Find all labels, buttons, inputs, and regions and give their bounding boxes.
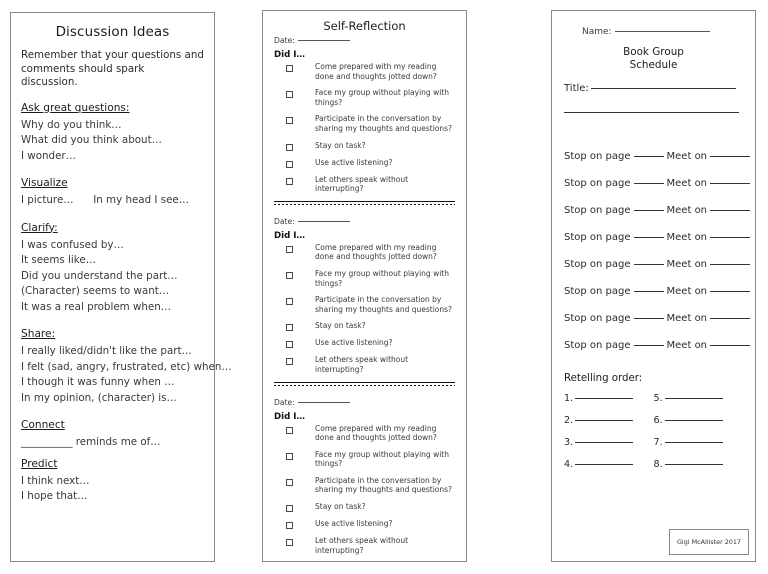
date-write-line[interactable] bbox=[298, 220, 350, 222]
self-reflection-sections bbox=[272, 36, 457, 555]
retelling-order-number: 3. bbox=[564, 437, 574, 448]
checklist-item[interactable] bbox=[272, 502, 457, 512]
checklist-item[interactable] bbox=[272, 476, 457, 495]
checklist-item[interactable] bbox=[272, 450, 457, 469]
checklist-item-label: Use active listening? bbox=[315, 519, 393, 529]
sentence-stem: I though it was funny when … bbox=[21, 376, 175, 388]
sentence-stem: It was a real problem when… bbox=[21, 300, 172, 313]
checkbox-icon[interactable] bbox=[286, 178, 293, 185]
checkbox-icon[interactable] bbox=[286, 539, 293, 546]
did-i-label: Did I… bbox=[274, 230, 306, 241]
checklist-item-label: Let others speak without interrupting? bbox=[315, 536, 409, 555]
schedule-row[interactable] bbox=[564, 232, 743, 243]
section-divider bbox=[274, 201, 455, 206]
name-field-row[interactable] bbox=[582, 27, 743, 37]
retelling-order-write-line[interactable] bbox=[665, 441, 723, 443]
date-write-line[interactable] bbox=[298, 39, 350, 41]
section-heading: Share: bbox=[21, 328, 56, 340]
stop-on-page-write-line[interactable] bbox=[634, 344, 664, 346]
checklist-item-label: Stay on task? bbox=[315, 140, 366, 150]
retelling-order-number: 8. bbox=[653, 459, 663, 470]
date-label: Date: bbox=[274, 36, 295, 45]
checklist-item-label: Stay on task? bbox=[315, 502, 366, 512]
meet-on-write-line[interactable] bbox=[710, 290, 750, 292]
discussion-section-clarify bbox=[21, 222, 204, 316]
checklist-item-label: Stay on task? bbox=[315, 321, 366, 331]
checklist-item[interactable] bbox=[272, 243, 457, 262]
discussion-ideas-title: Discussion Ideas bbox=[55, 24, 170, 40]
name-label: Name: bbox=[582, 27, 612, 37]
checklist-item[interactable] bbox=[272, 141, 457, 151]
checkbox-icon[interactable] bbox=[286, 161, 293, 168]
self-reflection-entry bbox=[272, 217, 457, 387]
schedule-row[interactable] bbox=[564, 178, 743, 189]
checklist-item[interactable] bbox=[272, 355, 457, 374]
sentence-stem: I picture… In my head I see… bbox=[21, 194, 190, 206]
checklist-item[interactable] bbox=[272, 321, 457, 331]
section-heading: Predict bbox=[21, 457, 58, 470]
checkbox-icon[interactable] bbox=[286, 453, 293, 460]
retelling-order-item[interactable] bbox=[564, 393, 654, 404]
retelling-order-item[interactable] bbox=[654, 415, 744, 426]
stop-on-page-label: Stop on page bbox=[564, 340, 631, 351]
retelling-order-write-line[interactable] bbox=[665, 397, 723, 399]
checkbox-icon[interactable] bbox=[286, 479, 293, 486]
schedule-row[interactable] bbox=[564, 259, 743, 270]
schedule-row[interactable] bbox=[564, 205, 743, 216]
checklist-item-label: Participate in the conversation by sharing my thoughts and questions? bbox=[315, 295, 453, 314]
sentence-stem: It seems like… bbox=[21, 254, 96, 266]
date-write-line[interactable] bbox=[298, 401, 350, 403]
checklist-item[interactable] bbox=[272, 295, 457, 314]
retelling-order-item[interactable] bbox=[654, 437, 744, 448]
section-heading: Visualize bbox=[21, 177, 68, 189]
meet-on-write-line[interactable] bbox=[710, 209, 750, 211]
checklist-item[interactable] bbox=[272, 338, 457, 348]
checklist-item-label: Participate in the conversation by sharing my thoughts and questions? bbox=[315, 114, 453, 133]
discussion-section-predict bbox=[21, 458, 204, 505]
date-label: Date: bbox=[274, 397, 295, 407]
retelling-order-item[interactable] bbox=[654, 459, 744, 470]
stop-on-page-write-line[interactable] bbox=[634, 263, 664, 265]
checklist-item-label: Face my group without playing with things? bbox=[315, 268, 449, 288]
retelling-order-write-line[interactable] bbox=[575, 463, 633, 465]
retelling-order-write-line[interactable] bbox=[575, 419, 633, 421]
checklist-item[interactable] bbox=[272, 62, 457, 81]
sentence-stem: I think next… bbox=[21, 474, 90, 487]
checklist-item-label: Face my group without playing with things? bbox=[315, 449, 449, 469]
checklist-item[interactable] bbox=[272, 158, 457, 168]
discussion-section-share bbox=[21, 328, 232, 406]
discussion-ideas-panel bbox=[10, 12, 232, 562]
checkbox-icon[interactable] bbox=[286, 505, 293, 512]
checkbox-icon[interactable] bbox=[286, 298, 293, 305]
checkbox-icon[interactable] bbox=[286, 358, 293, 365]
discussion-section-ask-great-questions bbox=[21, 102, 204, 165]
stop-on-page-label: Stop on page bbox=[564, 286, 631, 297]
stop-on-page-label: Stop on page bbox=[564, 205, 631, 216]
retelling-order-write-line[interactable] bbox=[665, 463, 723, 465]
retelling-order-grid bbox=[564, 393, 743, 470]
self-reflection-entry bbox=[272, 398, 457, 556]
retelling-order-write-line[interactable] bbox=[575, 441, 633, 443]
did-i-label: Did I… bbox=[274, 411, 306, 422]
checklist-item-label: Use active listening? bbox=[315, 338, 393, 348]
meet-on-write-line[interactable] bbox=[710, 155, 750, 157]
meet-on-label: Meet on bbox=[666, 151, 708, 162]
date-label: Date: bbox=[274, 216, 295, 226]
schedule-row[interactable] bbox=[564, 313, 743, 324]
meet-on-label: Meet on bbox=[666, 286, 708, 297]
schedule-row[interactable] bbox=[564, 340, 743, 351]
credit-badge: Gigi McAllister 2017 bbox=[669, 529, 749, 555]
retelling-order-number: 2. bbox=[564, 415, 574, 426]
stop-on-page-label: Stop on page bbox=[564, 151, 631, 162]
retelling-order-number: 1. bbox=[564, 393, 574, 404]
book-title-write-line[interactable] bbox=[591, 87, 736, 89]
checklist-item[interactable] bbox=[272, 536, 457, 555]
stop-on-page-label: Stop on page bbox=[564, 259, 631, 270]
checkbox-icon[interactable] bbox=[286, 272, 293, 279]
retelling-order-number: 4. bbox=[564, 459, 574, 470]
schedule-row[interactable] bbox=[564, 151, 743, 162]
checklist-item[interactable] bbox=[272, 114, 457, 133]
checklist-item-label: Let others speak without interrupting? bbox=[315, 174, 409, 194]
meet-on-write-line[interactable] bbox=[710, 344, 750, 346]
book-title-field-row[interactable] bbox=[564, 83, 743, 94]
sentence-stem: I really liked/didn't like the part… bbox=[21, 345, 192, 357]
schedule-row[interactable] bbox=[564, 286, 743, 297]
sentence-stem: I felt (sad, angry, frustrated, etc) when… bbox=[21, 360, 232, 373]
checkbox-icon[interactable] bbox=[286, 246, 293, 253]
discussion-ideas-intro: Remember that your questions and comments should spark discussion. bbox=[21, 49, 204, 88]
sentence-stem: (Character) seems to want… bbox=[21, 285, 170, 297]
retelling-order-heading: Retelling order: bbox=[564, 373, 643, 384]
title-line-1: Book Group bbox=[623, 46, 684, 58]
stop-on-page-label: Stop on page bbox=[564, 313, 631, 324]
self-reflection-title: Self-Reflection bbox=[323, 19, 406, 33]
stop-on-page-write-line[interactable] bbox=[634, 182, 664, 184]
retelling-order-item[interactable] bbox=[654, 393, 744, 404]
self-reflection-panel bbox=[262, 10, 467, 562]
section-heading: Ask great questions: bbox=[21, 101, 130, 114]
checklist-item-label: Come prepared with my reading done and thoughts jotted down? bbox=[315, 242, 437, 262]
retelling-order-number: 7. bbox=[653, 437, 663, 448]
sentence-stem: Why do you think… bbox=[21, 118, 122, 131]
meet-on-label: Meet on bbox=[666, 178, 708, 189]
stop-on-page-write-line[interactable] bbox=[634, 290, 664, 292]
meet-on-label: Meet on bbox=[666, 232, 708, 243]
self-reflection-entry bbox=[272, 36, 457, 206]
retelling-order-item[interactable] bbox=[564, 459, 654, 470]
stop-on-page-write-line[interactable] bbox=[634, 155, 664, 157]
checklist-item-label: Participate in the conversation by sharing my thoughts and questions? bbox=[315, 475, 453, 495]
date-field-row[interactable] bbox=[274, 36, 457, 45]
stop-on-page-write-line[interactable] bbox=[634, 209, 664, 211]
checkbox-icon[interactable] bbox=[286, 65, 293, 72]
checklist-item-label: Come prepared with my reading done and thoughts jotted down? bbox=[315, 423, 437, 443]
meet-on-label: Meet on bbox=[666, 205, 708, 216]
checkbox-icon[interactable] bbox=[286, 117, 293, 124]
checkbox-icon[interactable] bbox=[286, 144, 293, 151]
name-write-line[interactable] bbox=[615, 30, 710, 32]
retelling-order-write-line[interactable] bbox=[575, 397, 633, 399]
schedule-rows bbox=[564, 151, 743, 351]
did-i-label: Did I… bbox=[274, 50, 306, 60]
checkbox-icon[interactable] bbox=[286, 522, 293, 529]
date-field-row[interactable] bbox=[274, 398, 457, 407]
meet-on-label: Meet on bbox=[666, 313, 708, 324]
book-group-schedule-panel bbox=[551, 10, 756, 562]
meet-on-write-line[interactable] bbox=[710, 263, 750, 265]
title-line-2: Schedule bbox=[629, 58, 678, 71]
checklist-item[interactable] bbox=[272, 88, 457, 107]
checklist-item[interactable] bbox=[272, 269, 457, 288]
stop-on-page-write-line[interactable] bbox=[634, 236, 664, 238]
retelling-order-number: 5. bbox=[653, 393, 663, 404]
retelling-order-item[interactable] bbox=[564, 437, 654, 448]
checkbox-icon[interactable] bbox=[286, 324, 293, 331]
retelling-order-item[interactable] bbox=[564, 415, 654, 426]
book-title-label: Title: bbox=[564, 83, 589, 94]
retelling-order-write-line[interactable] bbox=[665, 419, 723, 421]
meet-on-label: Meet on bbox=[666, 259, 708, 270]
date-field-row[interactable] bbox=[274, 217, 457, 226]
checklist-item[interactable] bbox=[272, 519, 457, 529]
meet-on-write-line[interactable] bbox=[710, 317, 750, 319]
section-divider bbox=[274, 382, 455, 387]
stop-on-page-label: Stop on page bbox=[564, 232, 631, 243]
checklist-item-label: Come prepared with my reading done and thoughts jotted down? bbox=[315, 62, 437, 81]
book-group-schedule-title bbox=[564, 46, 743, 71]
sentence-stem: I wonder… bbox=[21, 149, 76, 162]
checklist-item[interactable] bbox=[272, 424, 457, 443]
meet-on-label: Meet on bbox=[666, 340, 708, 351]
book-title-write-line-2[interactable] bbox=[564, 111, 739, 113]
discussion-section-connect bbox=[21, 419, 204, 451]
checklist-item-label: Let others speak without interrupting? bbox=[315, 355, 409, 374]
sentence-stem: Did you understand the part… bbox=[21, 269, 178, 282]
meet-on-write-line[interactable] bbox=[710, 182, 750, 184]
checkbox-icon[interactable] bbox=[286, 341, 293, 348]
checklist-item-label: Use active listening? bbox=[315, 157, 393, 167]
checkbox-icon[interactable] bbox=[286, 91, 293, 98]
sentence-stem: I hope that… bbox=[21, 490, 88, 502]
stop-on-page-write-line[interactable] bbox=[634, 317, 664, 319]
sentence-stem: What did you think about… bbox=[21, 134, 162, 146]
retelling-order-number: 6. bbox=[653, 415, 663, 426]
checklist-item[interactable] bbox=[272, 175, 457, 194]
section-heading: Connect bbox=[21, 419, 65, 431]
checklist-item-label: Face my group without playing with things? bbox=[315, 88, 449, 107]
meet-on-write-line[interactable] bbox=[710, 236, 750, 238]
sentence-stem: I was confused by… bbox=[21, 238, 124, 251]
checkbox-icon[interactable] bbox=[286, 427, 293, 434]
section-heading: Clarify: bbox=[21, 221, 58, 234]
stop-on-page-label: Stop on page bbox=[564, 178, 631, 189]
discussion-section-visualize bbox=[21, 177, 204, 209]
sentence-stem: __________ reminds me of… bbox=[21, 436, 161, 448]
sentence-stem: In my opinion, (character) is… bbox=[21, 391, 177, 404]
